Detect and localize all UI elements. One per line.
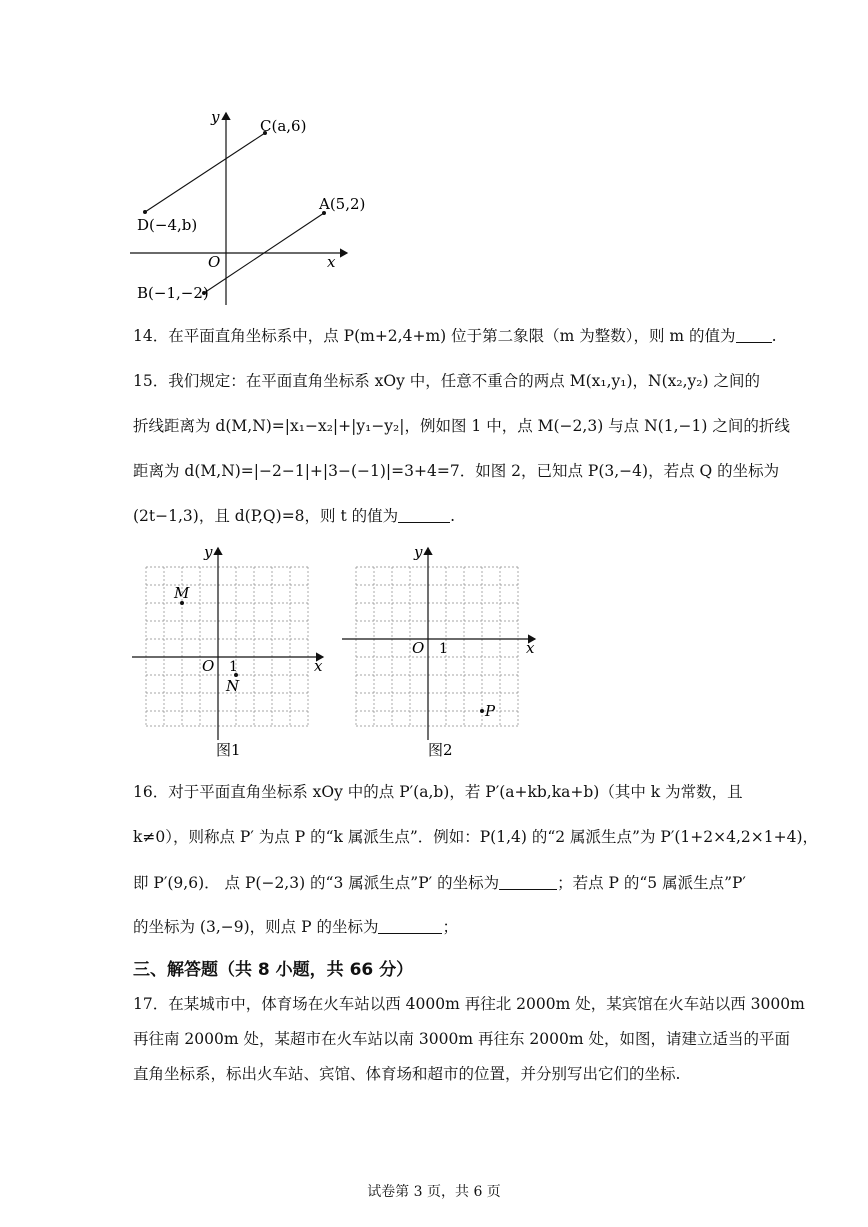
question-16-line-3	[133, 871, 753, 895]
page-footer: 试卷第 3 页，共 6 页	[367, 1184, 501, 1200]
origin-label: O	[208, 253, 221, 271]
label-B: B(−1,−2)	[137, 284, 209, 302]
x-axis-label: x	[526, 639, 535, 657]
q15-answer-blank[interactable]	[398, 506, 450, 523]
grid-1	[146, 567, 308, 726]
x-axis-label: x	[314, 657, 323, 675]
caption: 图1	[216, 741, 241, 759]
figure-2	[338, 540, 543, 765]
unit-label: 1	[439, 641, 448, 657]
question-16-line-2: k≠0），则称点 P′ 为点 P 的“k 属派生点”．例如：P(1,4) 的“2 属派生点”为 P′(1+2×4,2×1+4)，	[133, 828, 818, 846]
label-A: A(5,2)	[319, 195, 366, 213]
point-D	[143, 210, 147, 214]
label-C: C(a,6)	[260, 117, 307, 135]
label-D: D(−4,b)	[137, 216, 198, 234]
question-16-line-1: 16．对于平面直角坐标系 xOy 中的点 P′(a,b)，若 P′(a+kb,ka+b)（其中 k 为常数，且	[133, 783, 743, 801]
y-axis-label: y	[211, 108, 220, 126]
caption: 图2	[428, 741, 453, 759]
y-axis-label: y	[204, 543, 213, 561]
question-17-line-2: 再往南 2000m 处，某超市在火车站以南 3000m 再往东 2000m 处，如图，请建立适当的平面	[133, 1030, 790, 1048]
y-axis-label: y	[414, 543, 423, 561]
figure-1	[128, 540, 333, 765]
q14-end: .	[771, 327, 777, 345]
q16-answer-blank-1[interactable]	[499, 873, 557, 890]
origin-label: O	[202, 657, 215, 675]
q15-text: (2t−1,3)，且 d(P,Q)=8，则 t 的值为	[133, 507, 399, 525]
question-15-line-2: 折线距离为 d(M,N)=|x₁−x₂|+|y₁−y₂|，例如图 1 中，点 M(−2,3) 与点 N(1,−1) 之间的折线	[133, 417, 790, 435]
q16-answer-blank-2[interactable]	[378, 917, 442, 934]
point-P	[480, 709, 484, 713]
question-17-line-1: 17．在某城市中，体育场在火车站以西 4000m 再往北 2000m 处，某宾馆在火车站以西 3000m	[133, 995, 805, 1013]
x-axis-label: x	[327, 253, 336, 271]
segment-CD	[145, 133, 265, 212]
label-P: P	[485, 702, 496, 720]
question-15-line-3: 距离为 d(M,N)=|−2−1|+|3−(−1)|=3+4=7．如图 2，已知点 P(3,−4)，若点 Q 的坐标为	[133, 462, 780, 480]
q14-text: 14．在平面直角坐标系中，点 P(m+2,4+m) 位于第二象限（m 为整数），则 m 的值为	[133, 327, 736, 345]
q15-end: .	[450, 507, 456, 525]
coordinate-figure-top	[125, 105, 385, 315]
q16-text-d: ；	[442, 918, 458, 936]
question-17-line-3: 直角坐标系，标出火车站、宾馆、体育场和超市的位置，并分别写出它们的坐标.	[133, 1065, 681, 1083]
section-heading: 三、解答题（共 8 小题，共 66 分）	[133, 960, 414, 980]
unit-label: 1	[229, 659, 238, 675]
q14-answer-blank[interactable]	[736, 326, 772, 343]
q16-text-c: 的坐标为 (3,−9)，则点 P 的坐标为	[133, 918, 379, 936]
label-M: M	[174, 584, 190, 602]
question-14	[133, 324, 777, 348]
question-16-line-4	[133, 915, 753, 939]
label-N: N	[226, 677, 240, 695]
q16-text-b: ；若点 P 的“5 属派生点”P′	[557, 874, 746, 892]
question-15-line-4	[133, 504, 753, 528]
question-15-line-1: 15．我们规定：在平面直角坐标系 xOy 中，任意不重合的两点 M(x₁,y₁)，N(x₂,y₂) 之间的	[133, 372, 760, 390]
origin-label: O	[412, 639, 425, 657]
q16-text-a: 即 P′(9,6)． 点 P(−2,3) 的“3 属派生点”P′ 的坐标为	[133, 874, 500, 892]
